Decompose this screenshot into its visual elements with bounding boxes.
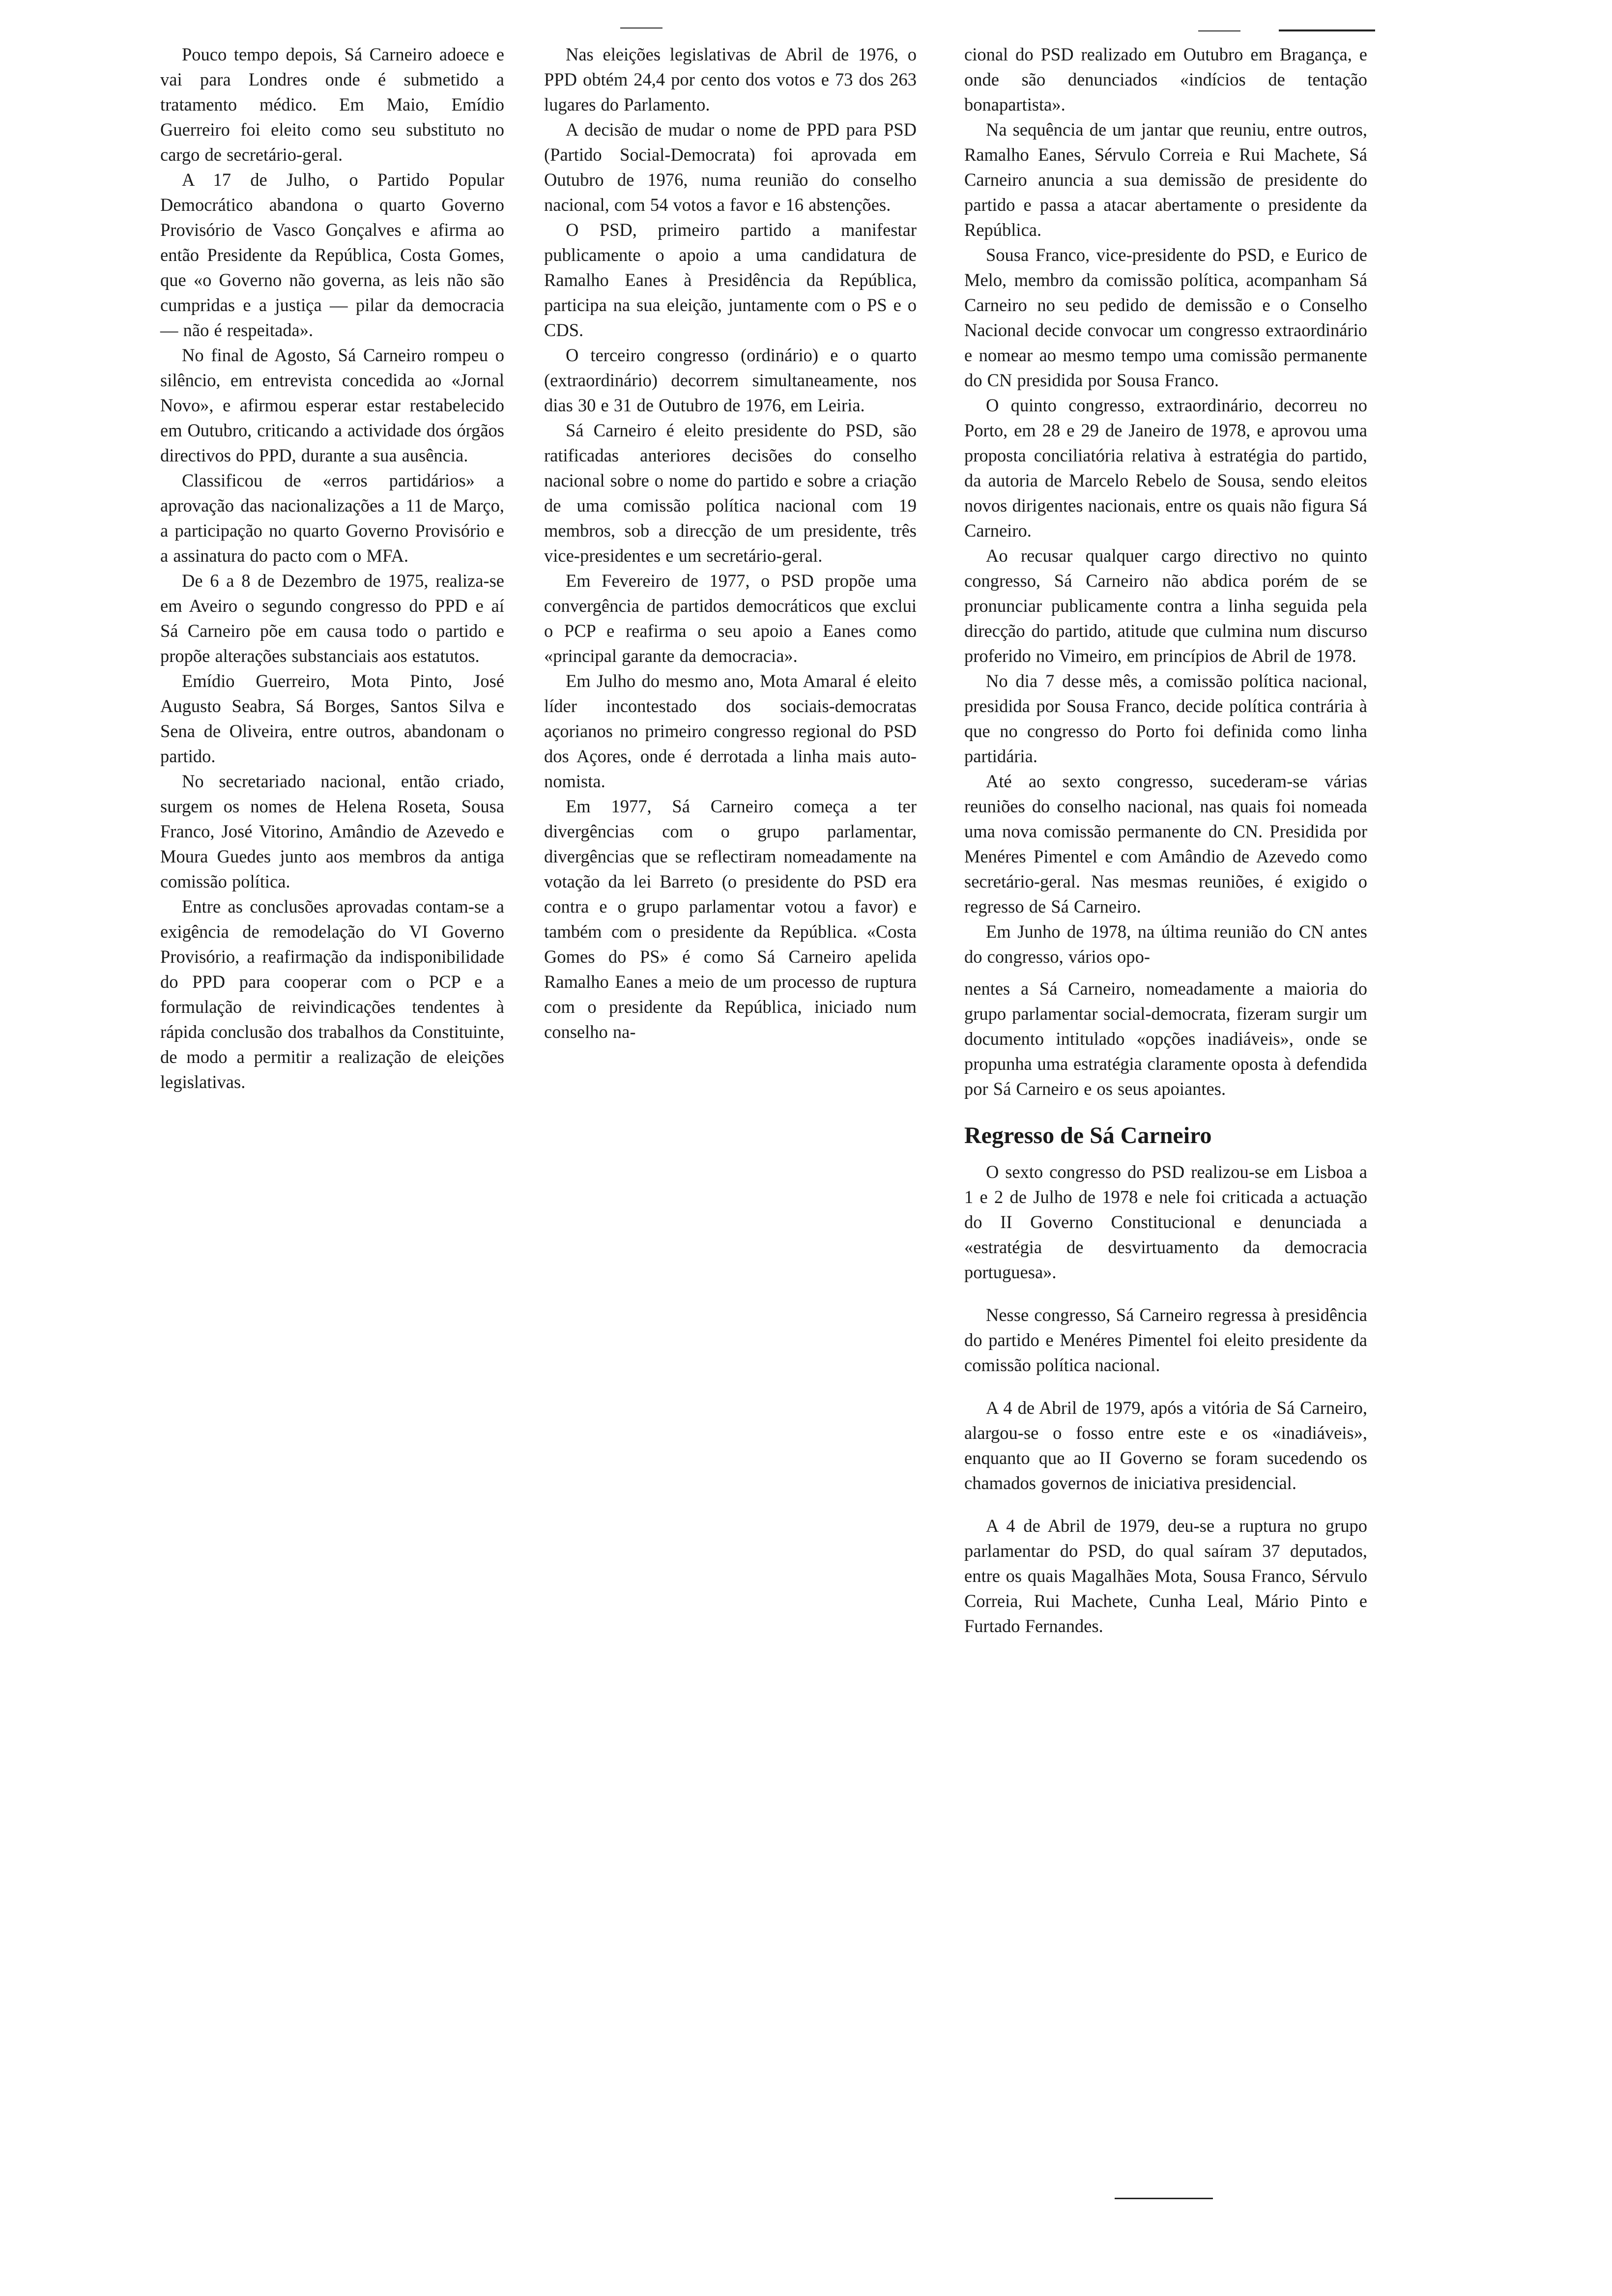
spacer [964, 969, 1367, 976]
spacer [964, 1378, 1367, 1395]
paragraph: O terceiro congresso (ordinário) e o quarto (extraordinário) decorrem simultaneamente, nos dias 30 e 31 de Outubro de 1976, em Leiria. [544, 345, 917, 415]
top-rule-col3-b [1279, 29, 1375, 31]
paragraph: nentes a Sá Carneiro, nomeadamente a maioria do grupo parlamentar social-democrata, fizeram surgir um documento intitulado «opções inadiáveis», onde se propunha uma estratégia claramente oposta à defendida por Sá Carneiro e os seus apoiantes. [964, 978, 1367, 1099]
paragraph: A 17 de Julho, o Partido Popular Democrático abandona o quarto Governo Provisório de Vasco Gonçalves e afirma ao então Presidente da República, Costa Gomes, que «o Governo não governa, as leis não são cumpridas e a justiça — pilar da democracia — não é respeitada». [160, 170, 504, 340]
paragraph: O quinto congresso, extraordinário, decorreu no Porto, em 28 e 29 de Janeiro de 1978, e aprovou uma proposta conciliatória relativa à estratégia do partido, da autoria de Marcelo Rebelo de Sousa, sendo eleitos novos dirigentes nacionais, entre os quais não figura Sá Carneiro. [964, 395, 1367, 541]
top-rule-col3-a [1198, 30, 1240, 31]
paragraph: Emídio Guerreiro, Mota Pinto, José Augusto Seabra, Sá Borges, Santos Silva e Sena de Oliveira, entre outros, abandonam o partido. [160, 671, 504, 766]
spacer [964, 1285, 1367, 1302]
paragraph: No dia 7 desse mês, a comissão política nacional, presidida por Sousa Franco, decide política contrária à que no congresso do Porto foi definida como linha partidária. [964, 671, 1367, 766]
top-rule-col2 [620, 28, 662, 29]
paragraph: Sá Carneiro é eleito presidente do PSD, são ratificadas anteriores decisões do conselho nacional sobre o nome do partido e sobre a criação de uma comissão política nacional com 19 membros, sob a direcção de um presidente, três vice-presidentes e um secretário-geral. [544, 420, 917, 566]
paragraph: cional do PSD realizado em Outubro em Bragança, e onde são denunciados «indícios de tentação bonapartista». [964, 44, 1367, 115]
paragraph: No secretariado nacional, então criado, surgem os nomes de Helena Roseta, Sousa Franco, José Vitorino, Amândio de Azevedo e Moura Guedes junto aos membros da antiga comissão política. [160, 771, 504, 891]
paragraph: Entre as conclusões aprovadas contam-se a exigência de remodelação do VI Governo Provisório, a reafirmação da indisponibilidade do PPD para cooperar com o PCP e a formulação de reivindicações tendentes à rápida conclusão dos trabalhos da Constituinte, de modo a permitir a realização de eleições legislativas. [160, 896, 504, 1092]
column-2 [544, 42, 917, 1044]
paragraph: Em Fevereiro de 1977, o PSD propõe uma convergência de partidos democráticos que exclui o PCP e reafirma o seu apoio a Eanes como «principal garante da democracia». [544, 571, 917, 666]
section-heading: Regresso de Sá Carneiro [964, 1122, 1212, 1148]
paragraph: O sexto congresso do PSD realizou-se em Lisboa a 1 e 2 de Julho de 1978 e nele foi criticada a actuação do II Governo Constitucional e denunciada a «estratégia de desvirtuamento da democracia portuguesa». [964, 1162, 1367, 1282]
paragraph: Nas eleições legislativas de Abril de 1976, o PPD obtém 24,4 por cento dos votos e 73 dos 263 lugares do Parlamento. [544, 44, 917, 115]
paragraph: A decisão de mudar o nome de PPD para PSD (Partido Social-Democrata) foi aprovada em Outubro de 1976, numa reunião do conselho nacional, com 54 votos a favor e 16 abstenções. [544, 119, 917, 215]
column-1 [160, 42, 504, 1094]
paragraph: A 4 de Abril de 1979, deu-se a ruptura no grupo parlamentar do PSD, do qual saíram 37 deputados, entre os quais Magalhães Mota, Sousa Franco, Sérvulo Correia, Rui Machete, Cunha Leal, Mário Pinto e Furtado Fernandes. [964, 1516, 1367, 1636]
paragraph: Classificou de «erros partidários» a aprovação das nacionalizações a 11 de Março, a participação no quarto Governo Provisório e a assinatura do pacto com o MFA. [160, 470, 504, 566]
paragraph: Em Junho de 1978, na última reunião do CN antes do congresso, vários opo- [964, 921, 1367, 967]
paragraph: Ao recusar qualquer cargo directivo no quinto congresso, Sá Carneiro não abdica porém de se pronunciar publicamente contra a linha seguida pela direcção do partido, atitude que culmina num discurso proferido no Vimeiro, em princípios de Abril de 1978. [964, 545, 1367, 666]
paragraph: Sousa Franco, vice-presidente do PSD, e Eurico de Melo, membro da comissão política, acompanham Sá Carneiro no seu pedido de demissão e o Conselho Nacional decide convocar um congresso extraordinário e nomear ao mesmo tempo uma comissão permanente do CN presidida por Sousa Franco. [964, 245, 1367, 390]
paragraph: Na sequência de um jantar que reuniu, entre outros, Ramalho Eanes, Sérvulo Correia e Rui Machete, Sá Carneiro anuncia a sua demissão de presidente do partido e passa a atacar abertamente o presidente da República. [964, 119, 1367, 240]
spacer [964, 1495, 1367, 1513]
paragraph: O PSD, primeiro partido a manifestar publicamente o apoio a uma candidatura de Ramalho Eanes à Presidência da República, participa na sua eleição, juntamente com o PS e o CDS. [544, 220, 917, 340]
paragraph: Em 1977, Sá Carneiro começa a ter divergências com o grupo parlamentar, divergências que se reflectiram nomeadamente na votação da lei Barreto (o presidente do PSD era contra e o grupo parlamentar votou a favor) e também com o presidente da República. «Costa Gomes do PS» é como Sá Carneiro apelida Ramalho Eanes a meio de um processo de ruptura com o presidente da República, iniciado num conselho na- [544, 796, 917, 1042]
column-3 [964, 42, 1367, 1638]
paragraph: De 6 a 8 de Dezembro de 1975, realiza-se em Aveiro o segundo congresso do PPD e aí Sá Carneiro põe em causa todo o partido e propõe alterações substanciais aos estatutos. [160, 571, 504, 666]
paragraph: Em Julho do mesmo ano, Mota Amaral é eleito líder incontestado dos sociais-democratas açorianos no primeiro congresso regional do PSD dos Açores, onde é derrotada a linha mais autonomista. [544, 671, 917, 791]
paragraph: Até ao sexto congresso, sucederam-se várias reuniões do conselho nacional, nas quais foi nomeada uma nova comissão permanente do CN. Presidida por Menéres Pimentel e com Amândio de Azevedo como secretário-geral. Nas mesmas reuniões, é exigido o regresso de Sá Carneiro. [964, 771, 1367, 917]
paragraph: A 4 de Abril de 1979, após a vitória de Sá Carneiro, alargou-se o fosso entre este e os «inadiáveis», enquanto que ao II Governo se foram sucedendo os chamados governos de iniciativa presidencial. [964, 1398, 1367, 1493]
paragraph: Nesse congresso, Sá Carneiro regressa à presidência do partido e Menéres Pimentel foi eleito presidente da comissão política nacional. [964, 1305, 1367, 1375]
paragraph: Pouco tempo depois, Sá Carneiro adoece e vai para Londres onde é submetido a tratamento médico. Em Maio, Emídio Guerreiro foi eleito como seu substituto no cargo de secretário-geral. [160, 44, 504, 165]
paragraph: No final de Agosto, Sá Carneiro rompeu o silêncio, em entrevista concedida ao «Jornal Novo», e afirmou esperar estar restabelecido em Outubro, criticando a actividade dos órgãos directivos do PPD, durante a sua ausência. [160, 345, 504, 465]
bottom-rule-col3 [1115, 2198, 1213, 2199]
